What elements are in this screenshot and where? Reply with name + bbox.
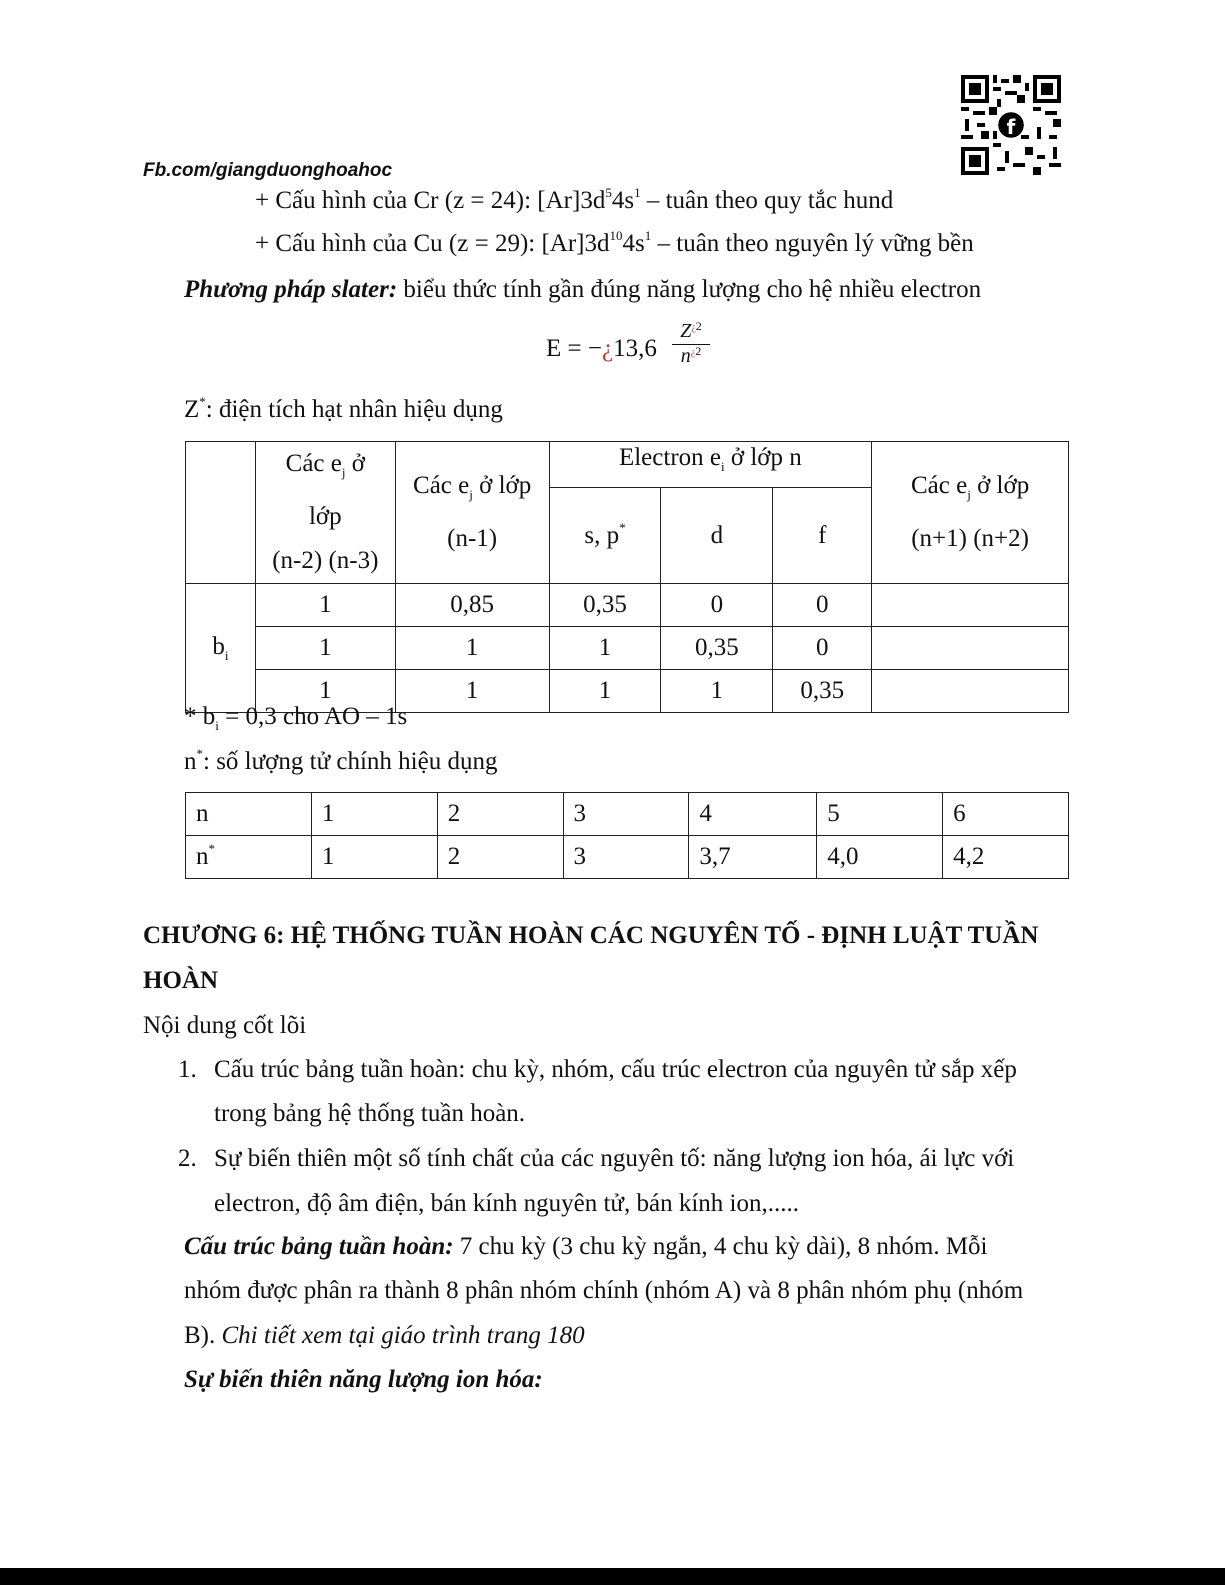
bi-note: * $b_i = 0,3$ cho AO – 1s [184,703,408,733]
row-label-n: n [186,793,312,836]
table-cell: 1 [661,670,773,713]
table-cell: 5 [817,793,943,836]
table-cell: 4,2 [943,836,1069,879]
header-f: f [773,488,872,584]
table-cell: 3,7 [689,836,817,879]
cu-config-line: + Cấu hình của Cu (z = 29): $[Ar]3d^{10}4s^1$ – tuân theo nguyên lý vững bền [255,228,974,257]
svg-text:f: f [1006,115,1016,140]
table-cell: 1 [311,793,437,836]
table-cell: 4,0 [817,836,943,879]
table-cell: 1 [255,584,395,627]
cr-config-line: + Cấu hình của Cr (z = 24): $[Ar]3d^54s^1$ – tuân theo quy tắc hund [255,185,894,214]
table-cell: 0 [661,584,773,627]
table-cell: 2 [437,836,563,879]
structure-paragraph-line-1: Cấu trúc bảng tuần hoàn: 7 chu kỳ (3 chu kỳ ngắn, 4 chu kỳ dài), 8 nhóm. Mỗi [184,1233,988,1260]
table-cell: 1 [395,670,549,713]
slater-shielding-table [185,441,1069,713]
table-cell: 6 [943,793,1069,836]
structure-paragraph-line-2: nhóm được phân ra thành 8 phân nhóm chính (nhóm A) và 8 phân nhóm phụ (nhóm [184,1277,1024,1304]
chapter-title-line-1: CHƯƠNG 6: HỆ THỐNG TUẦN HOÀN CÁC NGUYÊN TỐ - ĐỊNH LUẬT TUẦN [143,922,1039,949]
header-inner-shells: Các $e_j$ ở lớp (n-2) (n-3) [255,442,395,584]
list-item-continuation: electron, độ âm điện, bán kính nguyên tử, bán kính ion,..... [214,1190,799,1217]
table-cell: 0,35 [773,670,872,713]
header-n-minus-1: Các $e_j$ ở lớp (n-1) [395,442,549,584]
table-cell: 3 [563,836,689,879]
list-item-continuation: trong bảng hệ thống tuần hoàn. [214,1100,526,1127]
list-item: Sự biến thiên một số tính chất của các nguyên tố: năng lượng ion hóa, ái lực với [214,1145,1015,1172]
list-item-number: 1. [178,1056,197,1083]
core-content-title: Nội dung cốt lõi [143,1012,307,1039]
chapter-title-line-2: HOÀN [143,967,218,994]
row-label-bi: $b_i$ [186,584,256,713]
table-cell [872,670,1069,713]
header-outer-shells: Các $e_j$ ở lớp (n+1) (n+2) [872,442,1069,584]
table-corner [186,442,256,584]
row-label-nstar: n* [186,836,312,879]
zstar-definition: Z*: điện tích hạt nhân hiệu dụng [184,394,503,423]
nstar-definition: n*: số lượng tử chính hiệu dụng [184,746,498,775]
table-cell: 1 [255,627,395,670]
table-cell: 0 [773,584,872,627]
table-cell: 1 [549,627,661,670]
table-cell: 0 [773,627,872,670]
table-cell: 1 [395,627,549,670]
header-electron-group: Electron $e_i$ ở lớp n [549,442,872,488]
effective-quantum-number-table [185,792,1069,879]
qr-code-icon [961,75,1061,175]
table-cell: 1 [255,670,395,713]
ionization-heading: Sự biến thiên năng lượng ion hóa: [184,1366,543,1393]
slater-paragraph: Phương pháp slater: biểu thức tính gần đúng năng lượng cho hệ nhiều electron [184,276,982,303]
table-cell [872,584,1069,627]
page-bottom-bar [0,1568,1225,1585]
list-item-number: 2. [178,1145,197,1172]
table-cell: 2 [437,793,563,836]
table-cell [872,627,1069,670]
slater-formula-lhs: E = −¿13,6 [546,335,657,362]
header-sp: s, p* [549,488,661,584]
table-cell: 4 [689,793,817,836]
list-item: Cấu trúc bảng tuần hoàn: chu kỳ, nhóm, cấu trúc electron của nguyên tử sắp xếp [214,1056,1017,1083]
structure-paragraph-line-3: B). Chi tiết xem tại giáo trình trang 180 [184,1322,585,1349]
table-cell: 3 [563,793,689,836]
table-cell: 0,85 [395,584,549,627]
table-cell: 0,35 [549,584,661,627]
header-d: d [661,488,773,584]
table-cell: 0,35 [661,627,773,670]
facebook-link[interactable]: Fb.com/giangduonghoahoc [143,160,393,181]
table-cell: 1 [549,670,661,713]
table-cell: 1 [311,836,437,879]
slater-formula-fraction: $Z^{¿2}$ $n^{¿2}$ [672,320,710,368]
